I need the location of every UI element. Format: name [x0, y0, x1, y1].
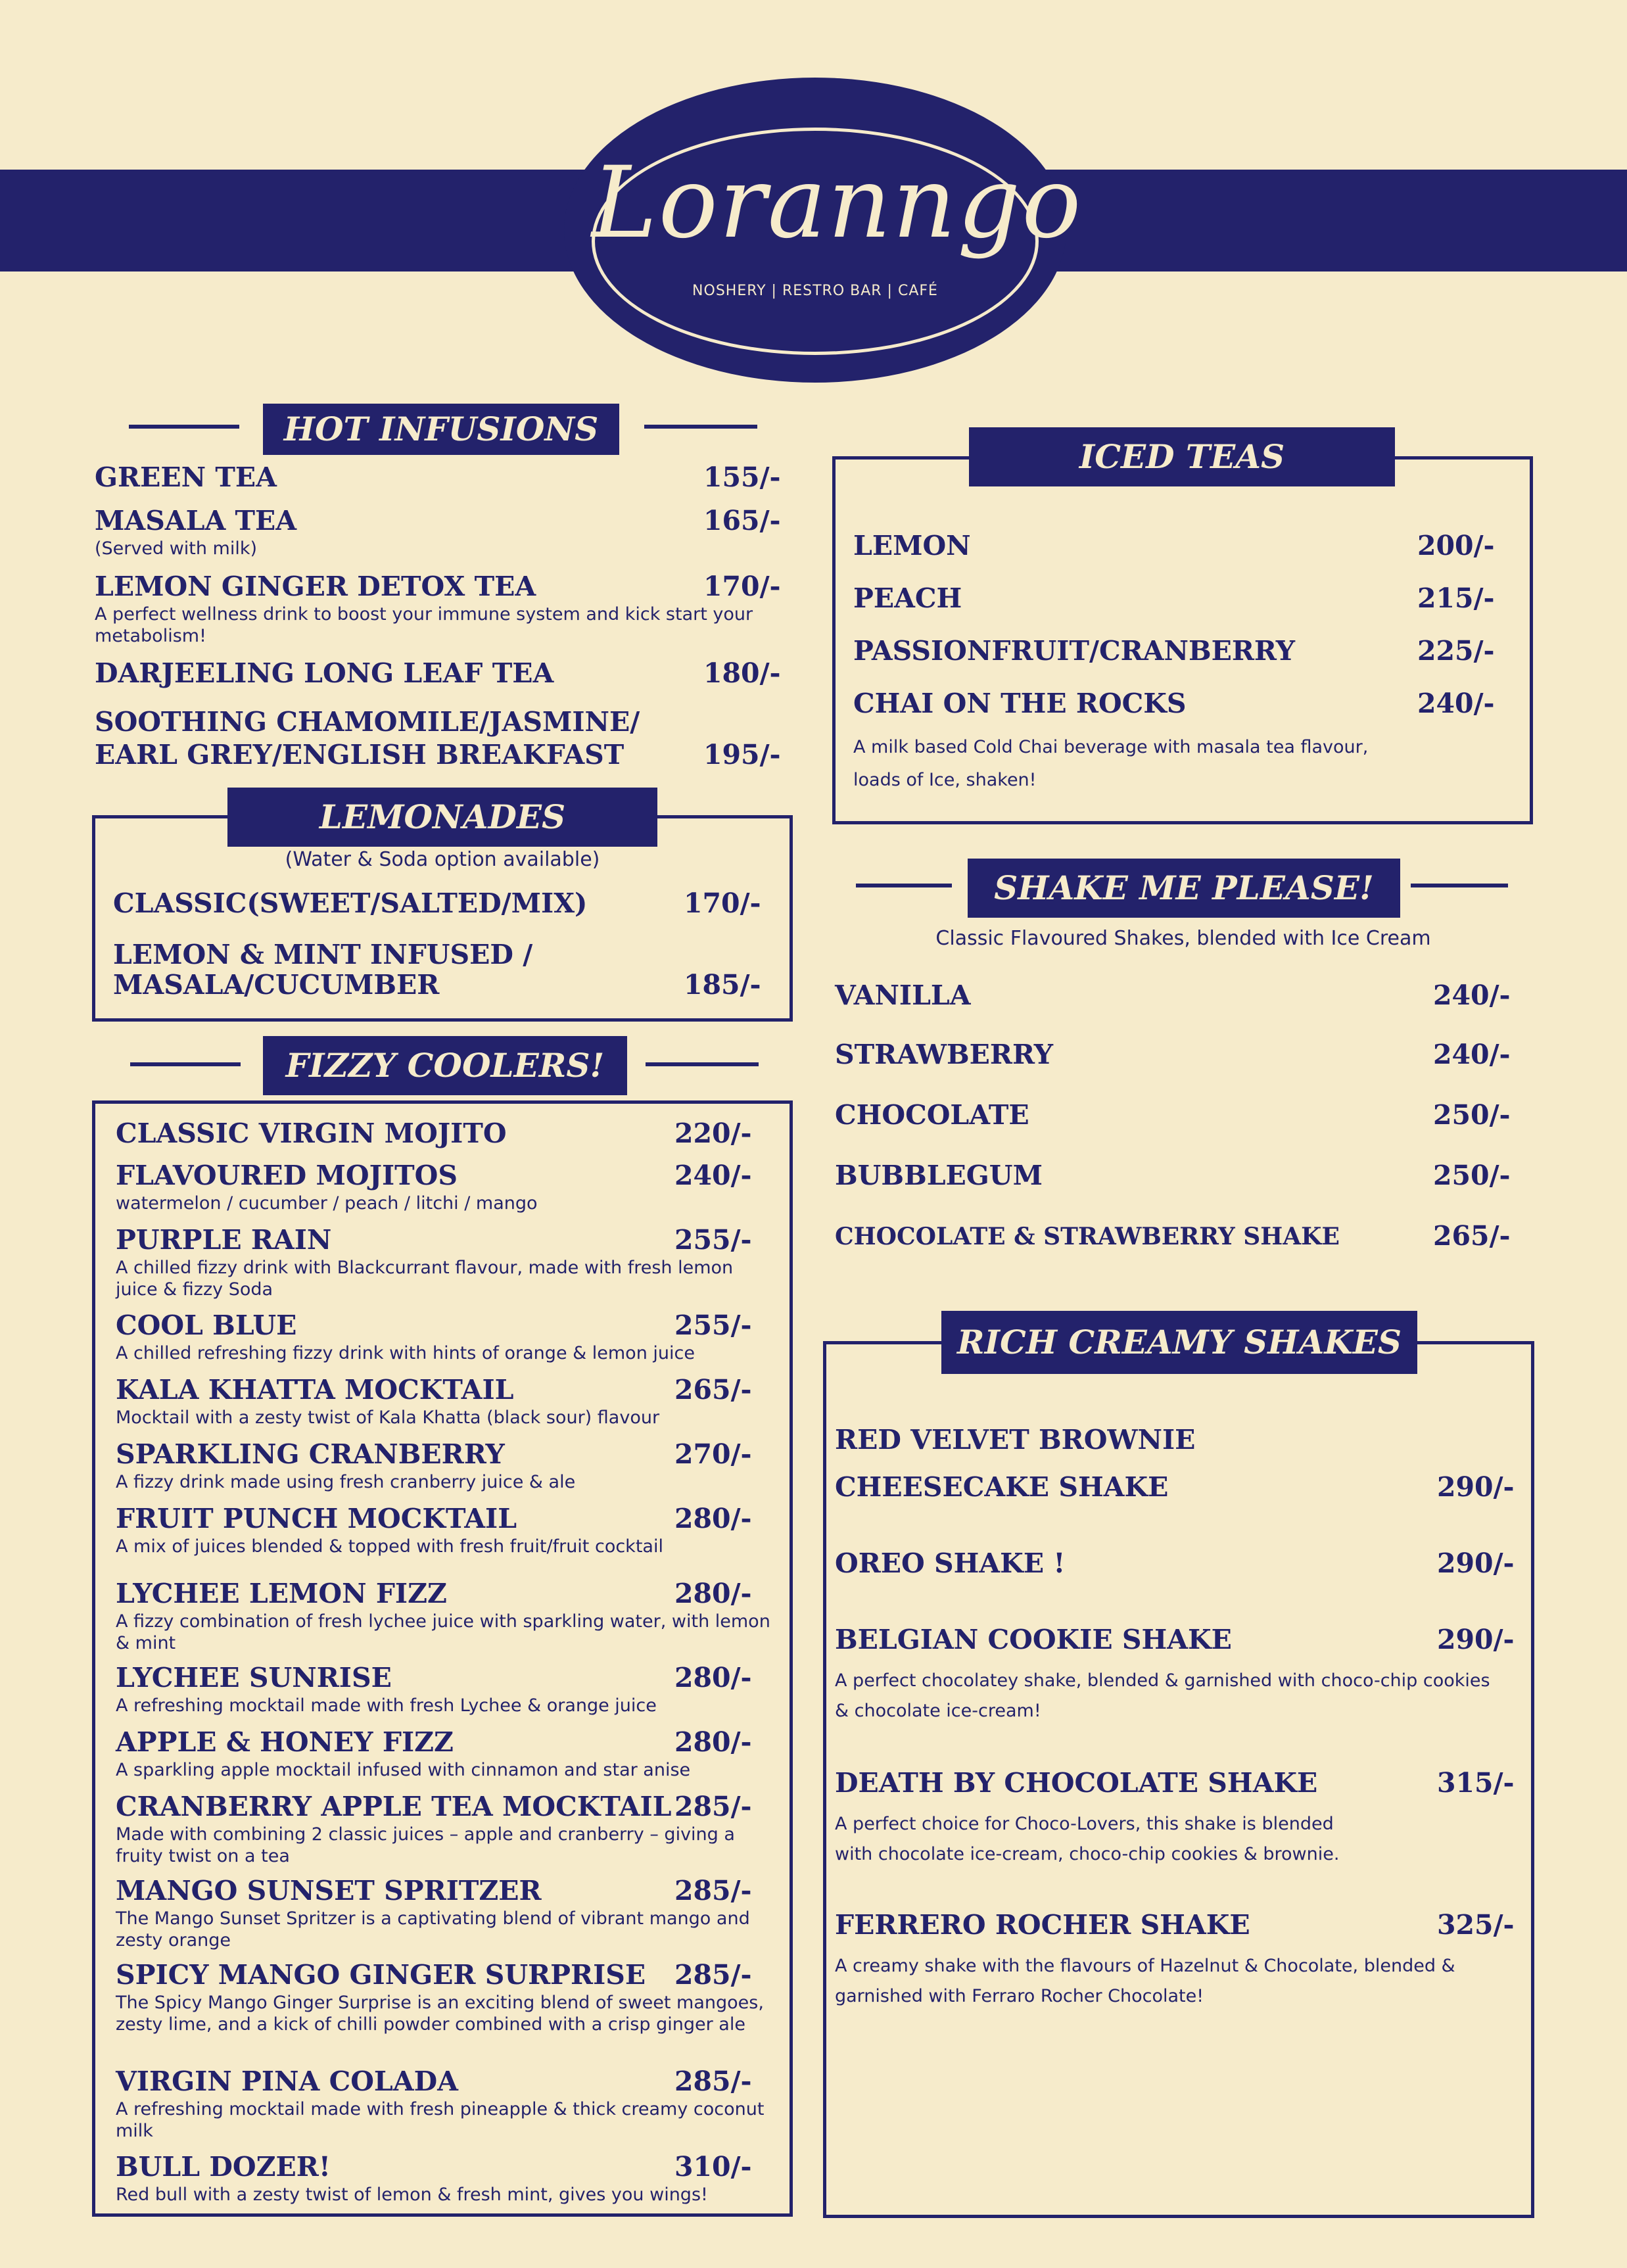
menu-item-name: VANILLA [835, 980, 971, 1011]
menu-item-name: CHOCOLATE & STRAWBERRY SHAKE [835, 1223, 1340, 1250]
menu-item-description: A refreshing mocktail made with fresh pineapple & thick creamy coconut milk [116, 2099, 765, 2141]
menu-item-name: FRUIT PUNCH MOCKTAIL [116, 1503, 517, 1534]
menu-item-name: SPARKLING CRANBERRY [116, 1438, 505, 1470]
menu-item-name-line2: EARL GREY/ENGLISH BREAKFAST [95, 739, 625, 770]
menu-item-name: APPLE & HONEY FIZZ [116, 1726, 454, 1758]
menu-item-price: 185/- [684, 969, 761, 1001]
menu-item-description: A creamy shake with the flavours of Hazelnut & Chocolate, blended & [835, 1956, 1455, 1976]
menu-item-price: 310/- [674, 2151, 752, 2183]
menu-item-description: A perfect chocolatey shake, blended & garnished with choco-chip cookies [835, 1670, 1490, 1691]
menu-item-name: LEMON [853, 530, 971, 561]
divider-line [646, 1062, 759, 1066]
divider-line [856, 884, 952, 887]
divider-line [1411, 884, 1508, 887]
menu-item-description: A fizzy drink made using fresh cranberry juice & ale [116, 1472, 576, 1492]
menu-item-price: 255/- [674, 1310, 752, 1341]
menu-item-price: 195/- [703, 739, 781, 770]
menu-item-name: OREO SHAKE ! [835, 1547, 1066, 1579]
menu-item-description: A mix of juices blended & topped with fresh fruit/fruit cocktail [116, 1536, 663, 1557]
menu-item-price: 315/- [1437, 1767, 1515, 1799]
section-note: Classic Flavoured Shakes, blended with Ice Cream [935, 927, 1431, 950]
menu-item-name-line2: MASALA/CUCUMBER [113, 969, 440, 1001]
divider-line [129, 425, 239, 429]
menu-item-name: SOOTHING CHAMOMILE/JASMINE/ [95, 706, 640, 738]
menu-item-price: 180/- [703, 657, 781, 689]
section-note: (Water & Soda option available) [285, 848, 600, 871]
menu-item-name: CHAI ON THE ROCKS [853, 688, 1187, 719]
menu-item-name: FERRERO ROCHER SHAKE [835, 1909, 1250, 1941]
menu-item-price: 225/- [1417, 635, 1495, 667]
menu-item-price: 270/- [674, 1438, 752, 1470]
menu-item-name: CLASSIC VIRGIN MOJITO [116, 1118, 507, 1149]
menu-item-price: 170/- [703, 571, 781, 602]
menu-item-description: watermelon / cucumber / peach / litchi / mango [116, 1193, 538, 1214]
section-header-fizzy-coolers: FIZZY COOLERS! [263, 1036, 627, 1095]
menu-item-description: A chilled refreshing fizzy drink with hints of orange & lemon juice [116, 1343, 695, 1363]
menu-item-name-line2: CHEESECAKE SHAKE [835, 1471, 1169, 1503]
menu-item-name: DEATH BY CHOCOLATE SHAKE [835, 1767, 1318, 1799]
menu-item-name: CHOCOLATE [835, 1099, 1029, 1131]
menu-item-price: 265/- [674, 1374, 752, 1406]
menu-item-description: & chocolate ice-cream! [835, 1701, 1041, 1721]
menu-item-name: KALA KHATTA MOCKTAIL [116, 1374, 514, 1406]
menu-item-price: 250/- [1433, 1099, 1511, 1131]
menu-item-name: CRANBERRY APPLE TEA MOCKTAIL [116, 1791, 672, 1822]
menu-item-description: A refreshing mocktail made with fresh Lychee & orange juice [116, 1695, 657, 1716]
menu-item-price: 285/- [674, 2066, 752, 2097]
menu-item-description: Red bull with a zesty twist of lemon & fresh mint, gives you wings! [116, 2185, 708, 2205]
menu-item-name: SPICY MANGO GINGER SURPRISE [116, 1959, 646, 1991]
menu-item-description: loads of Ice, shaken! [853, 770, 1037, 790]
menu-item-price: 325/- [1437, 1909, 1515, 1941]
divider-line [644, 425, 757, 429]
menu-item-price: 280/- [674, 1578, 752, 1609]
menu-item-name: MANGO SUNSET SPRITZER [116, 1875, 542, 1906]
menu-item-description: A sparkling apple mocktail infused with cinnamon and star anise [116, 1760, 691, 1780]
menu-item-description: A chilled fizzy drink with Blackcurrant flavour, made with fresh lemon juice & fizzy Soda [116, 1258, 734, 1300]
menu-item-price: 240/- [1433, 1039, 1511, 1070]
menu-item-price: 290/- [1437, 1624, 1515, 1655]
menu-item-price: 155/- [703, 461, 781, 493]
menu-item-price: 220/- [674, 1118, 752, 1149]
menu-item-price: 215/- [1417, 582, 1495, 614]
section-header-hot-infusions: HOT INFUSIONS [263, 404, 619, 455]
menu-item-name: GREEN TEA [95, 461, 277, 493]
section-header-rich-creamy-shakes: RICH CREAMY SHAKES [941, 1311, 1417, 1374]
menu-item-name: CLASSIC(SWEET/SALTED/MIX) [113, 887, 588, 919]
menu-item-price: 265/- [1433, 1220, 1511, 1252]
menu-item-name: RED VELVET BROWNIE [835, 1424, 1196, 1455]
menu-item-name: LEMON GINGER DETOX TEA [95, 571, 536, 602]
menu-item-price: 200/- [1417, 530, 1495, 561]
menu-item-name: VIRGIN PINA COLADA [116, 2066, 458, 2097]
menu-item-price: 250/- [1433, 1160, 1511, 1191]
menu-item-price: 285/- [674, 1959, 752, 1991]
menu-item-description: The Spicy Mango Ginger Surprise is an exciting blend of sweet mangoes, zesty lime, and a kick of chilli powder combined with a crisp ginger ale [116, 1993, 764, 2035]
menu-item-name: MASALA TEA [95, 505, 297, 536]
menu-item-name: LYCHEE SUNRISE [116, 1662, 392, 1693]
menu-item-name: PEACH [853, 582, 962, 614]
menu-item-price: 285/- [674, 1791, 752, 1822]
menu-item-price: 285/- [674, 1875, 752, 1906]
menu-item-description: with chocolate ice-cream, choco-chip cookies & brownie. [835, 1844, 1340, 1864]
menu-item-name: COOL BLUE [116, 1310, 297, 1341]
menu-item-name: BELGIAN COOKIE SHAKE [835, 1624, 1232, 1655]
menu-item-price: 255/- [674, 1224, 752, 1256]
menu-item-price: 290/- [1437, 1547, 1515, 1579]
menu-item-name: PURPLE RAIN [116, 1224, 332, 1256]
divider-line [130, 1062, 241, 1066]
menu-item-price: 240/- [674, 1160, 752, 1191]
menu-item-price: 240/- [1417, 688, 1495, 719]
menu-item-price: 165/- [703, 505, 781, 536]
menu-item-description: garnished with Ferraro Rocher Chocolate! [835, 1986, 1204, 2006]
menu-item-price: 280/- [674, 1726, 752, 1758]
brand-logo: Loranngo [592, 146, 1083, 260]
section-header-iced-teas: ICED TEAS [969, 427, 1395, 486]
menu-item-description: (Served with milk) [95, 538, 258, 559]
menu-item-description: A milk based Cold Chai beverage with masala tea flavour, [853, 737, 1369, 757]
menu-item-name: FLAVOURED MOJITOS [116, 1160, 458, 1191]
menu-item-name: LYCHEE LEMON FIZZ [116, 1578, 447, 1609]
menu-item-price: 290/- [1437, 1471, 1515, 1503]
menu-item-name: PASSIONFRUIT/CRANBERRY [853, 635, 1295, 667]
menu-item-name: BULL DOZER! [116, 2151, 331, 2183]
menu-item-description: A perfect choice for Choco-Lovers, this shake is blended [835, 1814, 1334, 1834]
menu-item-description: A fizzy combination of fresh lychee juice with sparkling water, with lemon & mint [116, 1611, 770, 1653]
brand-tagline: NOSHERY | RESTRO BAR | CAFÉ [692, 283, 938, 299]
menu-item-price: 280/- [674, 1503, 752, 1534]
menu-item-price: 240/- [1433, 980, 1511, 1011]
menu-item-price: 280/- [674, 1662, 752, 1693]
menu-item-name: STRAWBERRY [835, 1039, 1054, 1070]
menu-item-price: 170/- [684, 887, 761, 919]
menu-item-description: Made with combining 2 classic juices – apple and cranberry – giving a fruity twist on a tea [116, 1824, 735, 1866]
section-header-lemonades: LEMONADES [227, 788, 657, 847]
section-header-shake-me-please: SHAKE ME PLEASE! [968, 859, 1400, 918]
menu-item-name: DARJEELING LONG LEAF TEA [95, 657, 554, 689]
menu-item-name: LEMON & MINT INFUSED / [113, 939, 533, 970]
menu-item-description: The Mango Sunset Spritzer is a captivating blend of vibrant mango and zesty orange [116, 1908, 750, 1950]
menu-item-description: A perfect wellness drink to boost your immune system and kick start your metabolism! [95, 604, 753, 646]
menu-item-name: BUBBLEGUM [835, 1160, 1043, 1191]
menu-item-description: Mocktail with a zesty twist of Kala Khatta (black sour) flavour [116, 1407, 660, 1428]
